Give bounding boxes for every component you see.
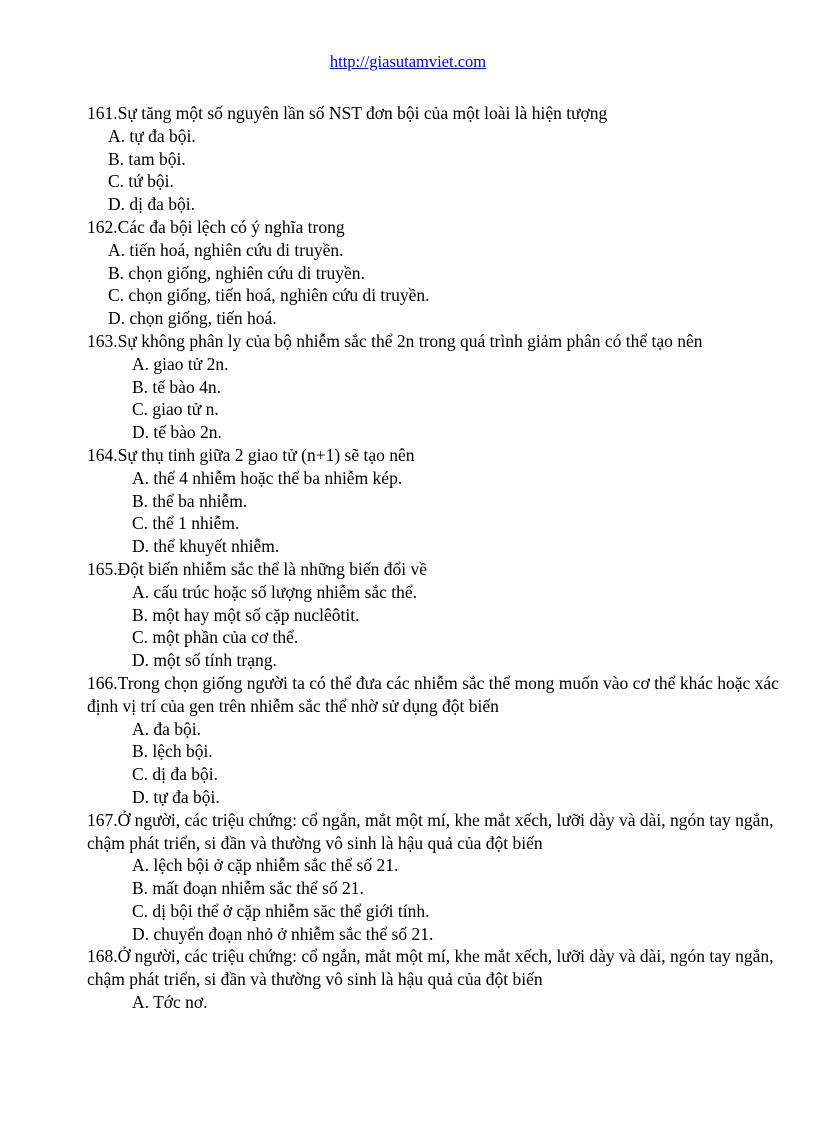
option-c: C. giao tử n. [132,399,219,420]
option-c: C. một phần của cơ thể. [132,627,299,648]
option-b: B. tế bào 4n. [132,376,221,397]
option-d: D. chuyển đoạn nhỏ ở nhiễm sắc thể số 21. [132,923,434,944]
question-text: 166.Trong chọn giống người ta có thể đưa các nhiễm sắc thể mong muốn vào cơ thể khác hoặc xác định vị trí của gen trên nhiễm sắc thể nhờ sử dụng đột biến [87,672,779,716]
option-b: B. tam bội. [108,148,186,169]
question-164 [87,444,787,558]
option-a: A. thể 4 nhiễm hoặc thể ba nhiễm kép. [132,467,403,488]
option-c: C. chọn giống, tiến hoá, nghiên cứu di truyền. [108,285,430,306]
option-a: A. giao tử 2n. [132,353,229,374]
header-link[interactable]: http://giasutamviet.com [329,52,487,71]
option-c: C. tứ bội. [108,171,174,192]
question-168 [87,945,787,1013]
question-167 [87,809,787,946]
question-text: 165.Đột biến nhiễm sắc thể là những biến đổi về [87,558,427,579]
question-162 [87,216,787,330]
question-text: 161.Sự tăng một số nguyên lần số NST đơn bội của một loài là hiện tượng [87,103,608,123]
question-166 [87,672,787,809]
option-d: D. dị đa bội. [108,194,196,215]
option-d: D. một số tính trạng. [132,650,277,671]
question-text: 167.Ở người, các triệu chứng: cổ ngắn, mắt một mí, khe mắt xếch, lưỡi dày và dài, ngón tay ngắn, chậm phát triển, si đần và thường vô sinh là hậu quả của đột biến [87,809,774,853]
question-text: 168.Ở người, các triệu chứng: cổ ngắn, mắt một mí, khe mắt xếch, lưỡi dày và dài, ngón tay ngắn, chậm phát triển, si đần và thường vô sinh là hậu quả của đột biến [87,946,774,990]
option-b: B. mất đoạn nhiễm sắc thể số 21. [132,878,364,899]
question-text: 162.Các đa bội lệch có ý nghĩa trong [87,216,345,237]
option-c: C. dị đa bội. [132,764,219,785]
question-text: 163.Sự không phân ly của bộ nhiễm sắc thể 2n trong quá trình giảm phân có thể tạo nên [87,330,703,351]
option-a: A. tự đa bội. [108,125,196,146]
option-a: A. tiến hoá, nghiên cứu di truyền. [108,239,344,260]
question-list [87,102,787,1014]
option-a: A. cấu trúc hoặc số lượng nhiễm sắc thể. [132,581,418,602]
option-a: A. đa bội. [132,718,202,739]
option-b: B. chọn giống, nghiên cứu di truyền. [108,262,365,283]
option-c: C. dị bội thể ở cặp nhiễm săc thể giới tính. [132,900,430,921]
option-d: D. tự đa bội. [132,786,220,807]
option-b: B. lệch bội. [132,741,213,762]
option-d: D. tế bào 2n. [132,422,222,443]
option-c: C. thể 1 nhiễm. [132,513,240,534]
option-d: D. thể khuyết nhiễm. [132,536,280,557]
question-161 [87,102,787,216]
option-d: D. chọn giống, tiến hoá. [108,308,277,329]
option-a: A. Tớc nơ. [132,992,208,1013]
option-b: B. thể ba nhiễm. [132,490,248,511]
question-text: 164.Sự thụ tinh giữa 2 giao tử (n+1) sẽ tạo nên [87,444,415,465]
question-163 [87,330,787,444]
question-165 [87,558,787,672]
option-a: A. lệch bội ở cặp nhiễm sắc thể số 21. [132,855,399,876]
option-b: B. một hay một số cặp nuclêôtit. [132,604,360,625]
